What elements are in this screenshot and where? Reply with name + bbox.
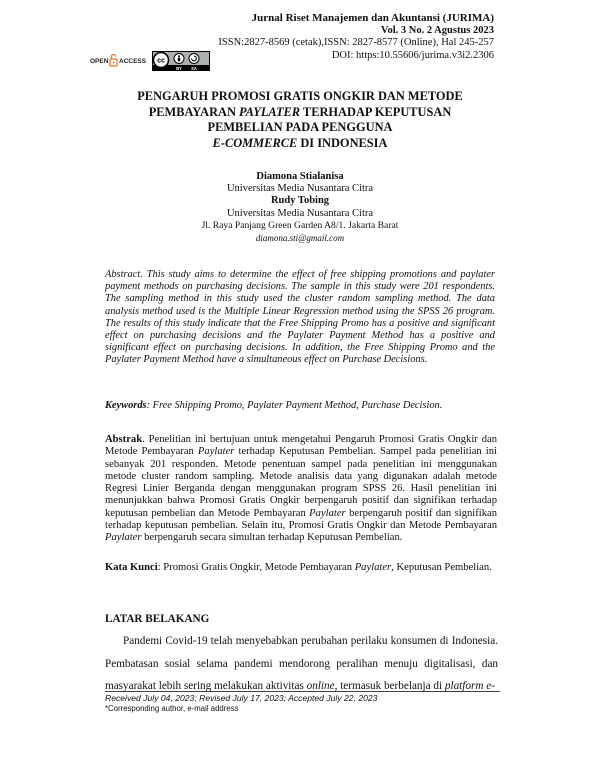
kata-kunci-label: Kata Kunci (105, 562, 158, 573)
open-access-logo (90, 53, 152, 67)
abstract-text: This study aims to determine the effect of free shipping promotions and paylater payment methods on purchasing decisions. The sample in this study were 201 respondents. The sampling method in this study used the cluster random sampling method. The data analysis method used is the Multiple Linear Regression method using the SPSS 26 program. The results of this study indicate that the Free Shipping Promo has a positive and significant effect on purchasing decisions and the Paylater Payment Method has a positive and significant effect on purchasing decisions. In addition, the Free Shipping Promo and the Paylater Payment Method have a simultaneous effect on Purchase Decisions. (105, 269, 495, 366)
paper-title (100, 89, 500, 151)
open-access-access-text: ACCESS (119, 58, 147, 65)
cc-by-sa-badge (152, 51, 210, 71)
title-line-3: PEMBELIAN PADA PENGGUNA (207, 120, 393, 134)
abstrak-label: Abstrak (105, 434, 143, 445)
abstract-english (105, 269, 495, 367)
keywords-label: Keywords (105, 400, 147, 411)
author-name-2: Rudy Tobing (270, 195, 330, 207)
author-name-1: Diamona Stialanisa (256, 171, 344, 182)
journal-doi[interactable]: DOI: https:10.55606/jurima.v3i2.2306 (331, 49, 494, 61)
cc-text: cc (157, 57, 165, 65)
journal-volume: Vol. 3 No. 2 Agustus 2023 (380, 24, 494, 36)
cc-by-text: BY (176, 65, 182, 71)
received-dates: Received July 04, 2023; Revised July 17, 2023; Accepted July 22, 2023 (105, 693, 378, 703)
author-address: Jl. Raya Panjang Green Garden A8/1. Jakarta Barat (201, 219, 399, 231)
kata-kunci: Kata Kunci: Promosi Gratis Ongkir, Metode Pembayaran Paylater, Keputusan Pembelian. (105, 562, 492, 573)
journal-header (164, 12, 494, 62)
journal-issn: ISSN:2827-8569 (cetak),ISSN: 2827-8577 (Online), Hal 245-257 (218, 37, 494, 48)
section-heading: LATAR BELAKANG (105, 613, 210, 625)
keywords-english (105, 400, 495, 412)
author-affiliation-1: Universitas Media Nusantara Citra (226, 183, 374, 195)
sa-icon (189, 54, 199, 64)
open-access-open-text: OPEN (90, 58, 109, 65)
open-access-lock-icon (110, 55, 117, 67)
title-line-1: PENGARUH PROMOSI GRATIS ONGKIR DAN METODE (137, 89, 463, 103)
keywords-text: : Free Shipping Promo, Paylater Payment Method, Purchase Decision. (146, 400, 443, 411)
footnote-divider (105, 691, 500, 692)
abstract-label: Abstract. (105, 269, 143, 280)
author-affiliation-2: Universitas Media Nusantara Citra (226, 207, 374, 219)
section-paragraph: Pandemi Covid-19 telah menyebabkan perubahan perilaku konsumen di Indonesia. Pembatasan sosial selama pandemi mendorong peralihan menuju digitalisasi, dan masyarakat lebih sering melakukan aktivitas online, termasuk berbelanja di platform e- (105, 635, 498, 693)
title-line-4: E-COMMERCE DI INDONESIA (212, 135, 388, 150)
cc-sa-text: SA (191, 65, 197, 71)
corresponding-author-note: *Corresponding author, e-mail address (105, 704, 239, 713)
author-block (100, 171, 500, 244)
abstract-indonesian: Abstrak. Penelitian ini bertujuan untuk mengetahui Pengaruh Promosi Gratis Ongkir dan Metode Pembayaran Paylater terhadap Keputusan Pembelian. Sampel pada penelitian ini sebanyak 201 responden. Metode penentuan sampel pada penelitian ini menggunakan metode cluster random sampling. Metode analisis data yang digunakan adalah metode Regresi Linier Berganda dengan menggunakan program SPSS 26. Hasil penelitian ini menunjukkan bahwa Promosi Gratis Ongkir berpengaruh positif dan signifikan terhadap keputusan pembelian dan Metode Pembayaran Paylater berpengaruh positif dan signifikan terhadap keputusan pembelian. Selain itu, Promosi Gratis Ongkir dan Metode Pembayaran Paylater berpengaruh secara simultan terhadap Keputusan Pembelian. (105, 434, 497, 543)
journal-name: Jurnal Riset Manajemen dan Akuntansi (JURIMA) (251, 12, 494, 24)
author-email[interactable]: diamona.sti@gmail.com (255, 233, 345, 244)
title-line-2: PEMBAYARAN PAYLATER TERHADAP KEPUTUSAN (148, 104, 452, 119)
